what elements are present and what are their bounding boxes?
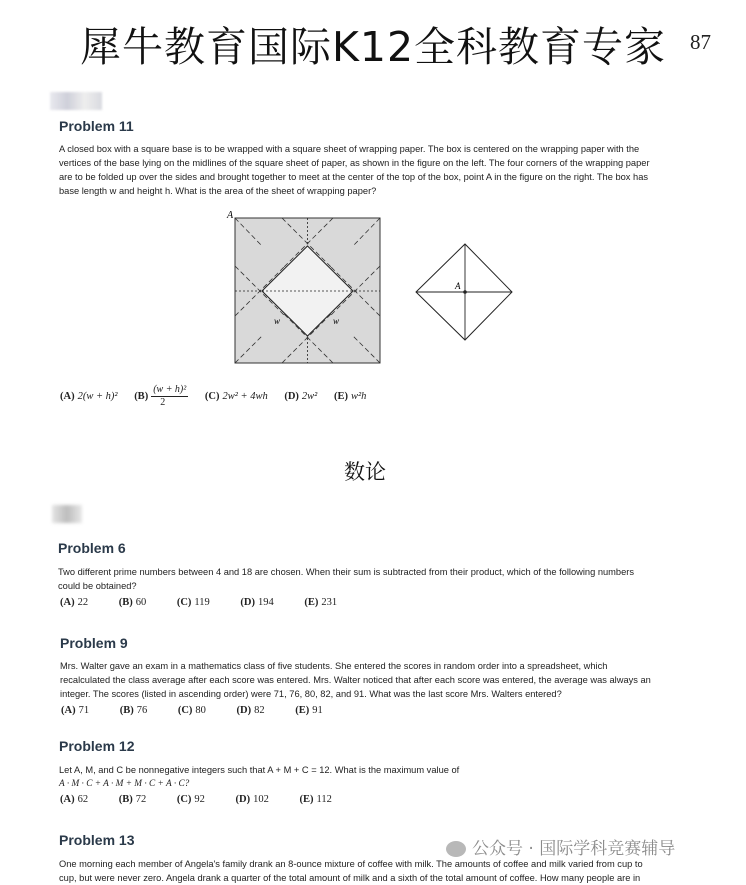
choice: (C) 2w² + 4wh (204, 390, 268, 402)
problem-9-title: Problem 9 (60, 635, 128, 651)
blurred-logo (50, 92, 102, 110)
problem-text-line: One morning each member of Angela's family drank an 8-ounce mixture of coffee with milk. The amounts of coffee and milk varied from cup to (59, 859, 643, 869)
problem-text-line: Two different prime numbers between 4 and 18 are chosen. When their sum is subtracted from their product, which of the following numbers (58, 567, 635, 577)
choice: (B) 72 (118, 794, 147, 805)
choice: (D) 194 (240, 597, 274, 608)
problem-12-title: Problem 12 (59, 738, 135, 754)
choice: (D) 2w² (284, 390, 318, 402)
choice: (A) 2(w + h)² (60, 390, 118, 402)
choice: (A) 22 (60, 597, 89, 608)
problem-13-text (59, 857, 709, 885)
page-header-title: 犀牛教育国际K12全科教育专家 (80, 23, 667, 71)
choice: (C) 80 (177, 705, 206, 716)
figure-label-a: A (227, 210, 234, 221)
wrapping-paper-figure (222, 206, 392, 370)
figure-label-a: A (455, 281, 461, 291)
problem-text-line: A · M · C + A · M + M · C + A · C? (59, 779, 190, 789)
figure-label-w: w (333, 316, 340, 326)
problem-11-text (59, 142, 699, 198)
choice: (A) 71 (61, 705, 90, 716)
choice: (E) 231 (304, 597, 338, 608)
problem-text-line: A closed box with a square base is to be wrapped with a square sheet of wrapping paper. The box is centered on the wrapping paper with the (59, 144, 640, 154)
choice: (D) 82 (236, 705, 265, 716)
problem-13-title: Problem 13 (59, 832, 135, 848)
wechat-icon (446, 841, 466, 857)
problem-text-line: Mrs. Walter gave an exam in a mathematics class of five students. She entered the scores in random order into a spreadsheet, which (60, 661, 608, 671)
folded-box-figure (410, 240, 520, 344)
blurred-logo-2 (52, 505, 82, 523)
problem-text-line: could be obtained? (58, 581, 137, 591)
problem-text-line: vertices of the base lying on the midlines of the square sheet of paper, as shown in the figure on the left. The four corners of the wrapping paper (59, 158, 650, 168)
choice: (E) w²h (333, 390, 367, 402)
choice: (E) 112 (299, 794, 332, 805)
problem-9-choices (61, 705, 351, 716)
choice: (D) 102 (235, 794, 269, 805)
problem-text-line: cup, but were never zero. Angela drank a quarter of the total amount of milk and a sixth of the total amount of coffee. How many people are in (59, 873, 641, 883)
section-title: 数论 (344, 460, 386, 484)
choice: (B) 76 (119, 705, 148, 716)
problem-text-line: are to be folded up over the sides and brought together to meet at the center of the top of the box, point A in the figure on the right. The box has (59, 172, 649, 182)
choice: (B) $\frac{\text{(w + h)²}}{2}$ (134, 384, 187, 408)
problem-12-text (59, 763, 709, 791)
page-number: 87 (690, 30, 711, 54)
problem-text-line: Let A, M, and C be nonnegative integers such that A + M + C = 12. What is the maximum value of (59, 765, 460, 775)
problem-6-text (58, 565, 708, 593)
problem-text-line: integer. The scores (listed in ascending order) were 71, 76, 80, 82, and 91. What was the last score Mrs. Walters entered? (60, 689, 562, 699)
watermark-text: 公众号 · 国际学科竞赛辅导 (472, 839, 676, 859)
choice: (B) 60 (118, 597, 147, 608)
problem-12-choices (60, 794, 360, 805)
problem-6-title: Problem 6 (58, 540, 126, 556)
choice: (E) 91 (295, 705, 323, 716)
problem-6-choices (60, 597, 365, 608)
figure-label-w: w (274, 316, 281, 326)
choice: (C) 119 (176, 597, 210, 608)
center-point (463, 290, 467, 294)
problem-11-title: Problem 11 (59, 118, 134, 134)
problem-text-line: base length w and height h. What is the area of the sheet of wrapping paper? (59, 186, 377, 196)
problem-9-text (60, 659, 710, 701)
fraction: $\frac{\text{(w + h)²}}{2}$ (153, 384, 187, 408)
choice: (A) 62 (60, 794, 89, 805)
problem-11-choices (60, 384, 380, 409)
problem-text-line: recalculated the class average after each score was entered. Mrs. Walter noticed that after each score was entered, the average was always an (60, 675, 651, 685)
watermark (446, 834, 675, 859)
choice: (C) 92 (176, 794, 205, 805)
